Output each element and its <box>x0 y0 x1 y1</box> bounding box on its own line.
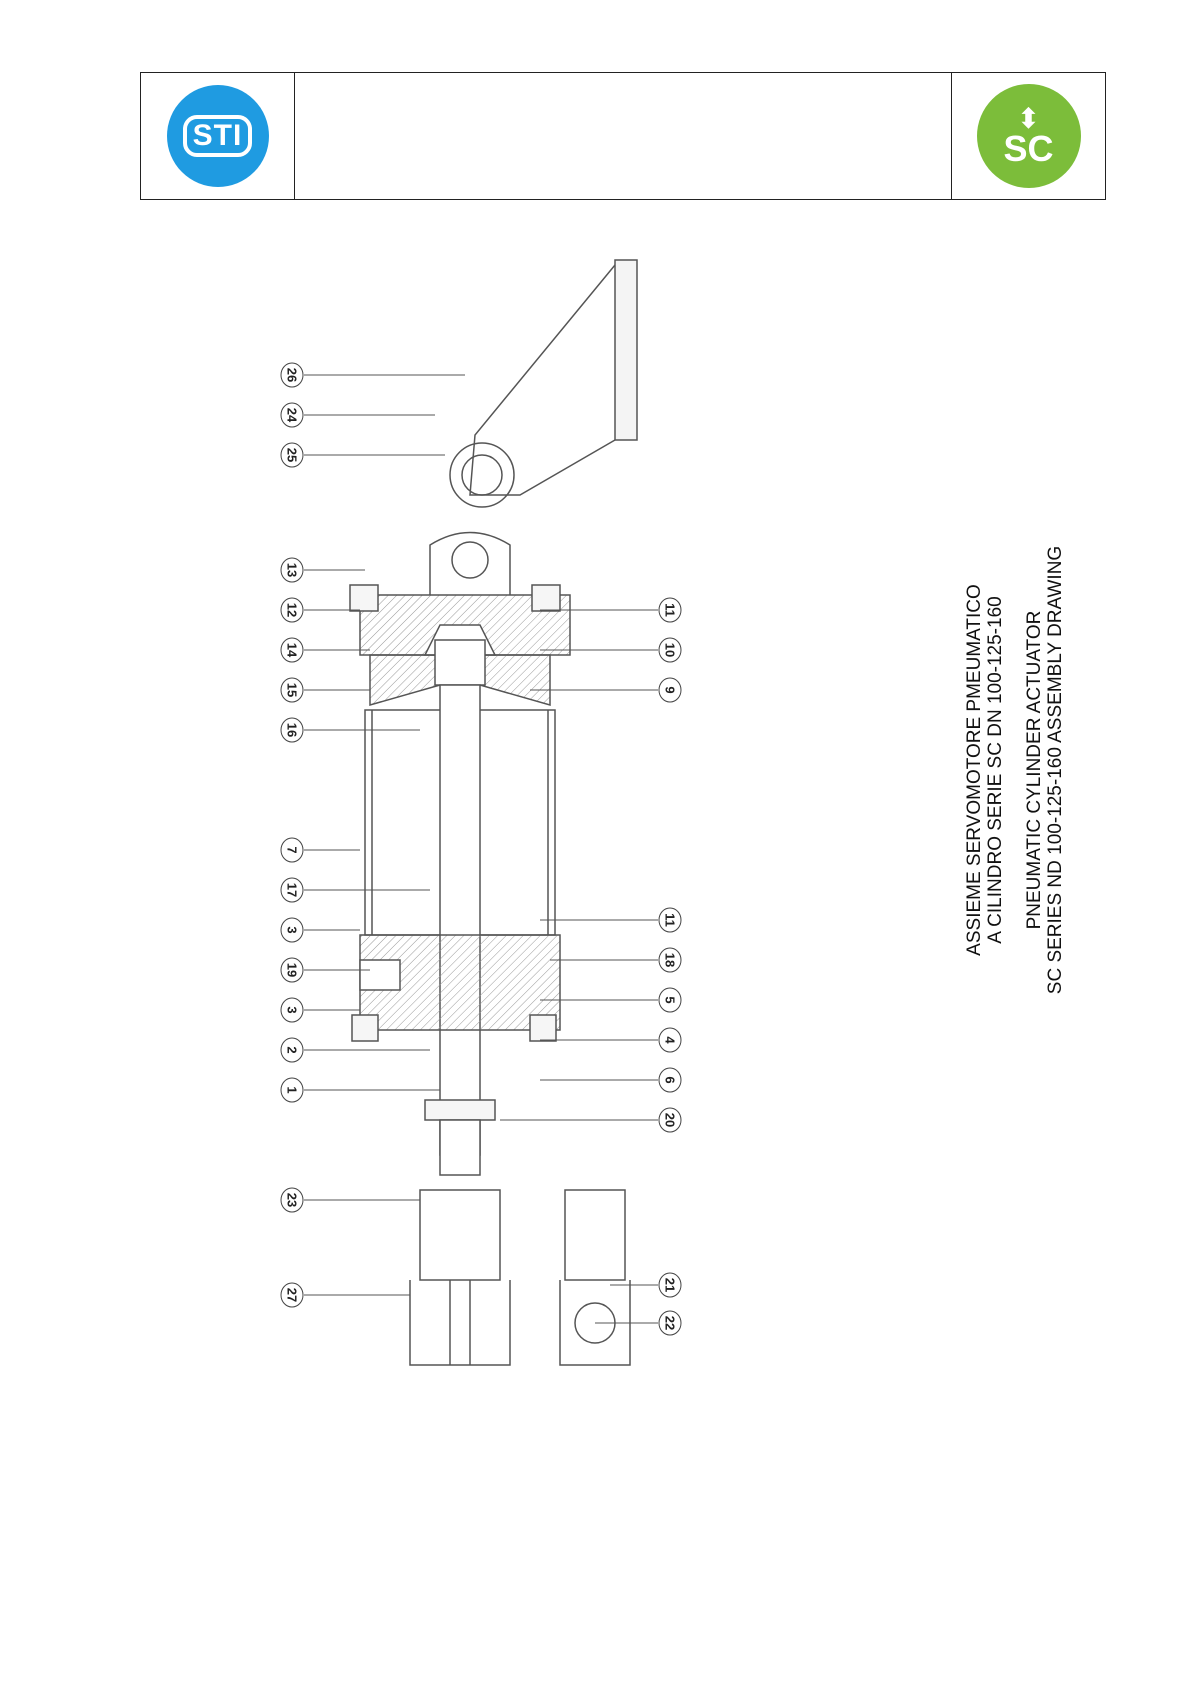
callout-bottom-3 <box>540 908 681 932</box>
header-right-cell <box>952 73 1105 199</box>
sti-logo-text: STI <box>183 115 253 157</box>
callout-number: 24 <box>284 407 300 423</box>
rod-end-nut <box>425 1100 495 1175</box>
title-it-line2: A CILINDRO SERIE SC DN 100-125-160 <box>985 596 1006 944</box>
callout-bottom-6 <box>540 1028 681 1052</box>
callout-number: 15 <box>284 682 300 698</box>
callout-top-14 <box>281 1078 440 1102</box>
callout-number: 17 <box>284 882 300 898</box>
callout-top-3 <box>281 558 365 582</box>
callout-number: 18 <box>662 952 678 968</box>
callout-top-11 <box>281 958 370 982</box>
callout-top-2 <box>281 443 445 467</box>
callout-number: 16 <box>284 722 300 738</box>
callout-number: 23 <box>284 1192 300 1208</box>
mounting-bracket <box>450 260 637 507</box>
callout-number: 11 <box>662 603 678 617</box>
callout-number: 4 <box>662 1036 678 1044</box>
callout-number: 26 <box>284 367 300 383</box>
assembly-drawing-svg <box>270 255 860 1485</box>
callout-number: 20 <box>662 1112 678 1128</box>
callout-bottom-8 <box>500 1108 681 1132</box>
callout-top-8 <box>281 838 360 862</box>
rear-clevis <box>430 533 510 596</box>
callout-number: 13 <box>284 562 300 578</box>
assembly-drawing <box>270 255 860 1485</box>
header-left-cell <box>141 73 295 199</box>
callout-number: 3 <box>284 1006 300 1014</box>
title-en-line2: SC SERIES ND 100-125-160 ASSEMBLY DRAWING <box>1045 545 1066 995</box>
fork-pin-view <box>560 1190 630 1365</box>
front-head <box>352 935 560 1041</box>
piston-rod <box>440 685 480 1155</box>
callout-number: 9 <box>662 686 678 694</box>
sc-logo-text: SC <box>1003 128 1054 169</box>
callout-number: 7 <box>284 846 300 854</box>
title-en-line1: PNEUMATIC CYLINDER ACTUATOR <box>1024 610 1045 930</box>
callout-number: 1 <box>284 1086 300 1094</box>
sti-logo <box>167 85 269 187</box>
sc-logo <box>977 84 1081 188</box>
title-it-line1: ASSIEME SERVOMOTORE PMEUMATICO <box>964 584 985 956</box>
callout-bottom-5 <box>540 988 681 1012</box>
callout-bottom-4 <box>550 948 681 972</box>
callout-top-15 <box>281 1188 420 1212</box>
callout-number: 22 <box>662 1315 678 1331</box>
document-header <box>140 72 1106 200</box>
callout-bottom-7 <box>540 1068 681 1092</box>
callout-number: 21 <box>662 1277 678 1293</box>
callout-top-12 <box>281 998 360 1022</box>
callout-number: 14 <box>284 642 300 658</box>
callout-number: 25 <box>284 447 300 463</box>
header-middle-cell <box>295 73 952 199</box>
drawing-title <box>964 546 1066 994</box>
callout-number: 10 <box>662 642 678 658</box>
callout-number: 12 <box>284 602 300 618</box>
up-down-arrow-icon: ⬍ <box>1016 103 1041 134</box>
callout-top-1 <box>281 403 435 427</box>
callout-top-5 <box>281 638 370 662</box>
callout-number: 19 <box>284 962 300 978</box>
callout-number: 27 <box>284 1287 300 1303</box>
callout-bottom-2 <box>530 678 681 702</box>
callout-number: 6 <box>662 1076 678 1084</box>
callout-top-16 <box>281 1283 410 1307</box>
callout-top-10 <box>281 918 360 942</box>
callout-number: 11 <box>662 913 678 927</box>
callout-number: 2 <box>284 1046 300 1054</box>
callout-top-6 <box>281 678 370 702</box>
callout-top-0 <box>281 363 465 387</box>
callout-top-4 <box>281 598 360 622</box>
rod-fork <box>410 1190 510 1365</box>
callout-number: 3 <box>284 926 300 934</box>
callout-bottom-10 <box>595 1311 681 1335</box>
callout-number: 5 <box>662 996 678 1004</box>
